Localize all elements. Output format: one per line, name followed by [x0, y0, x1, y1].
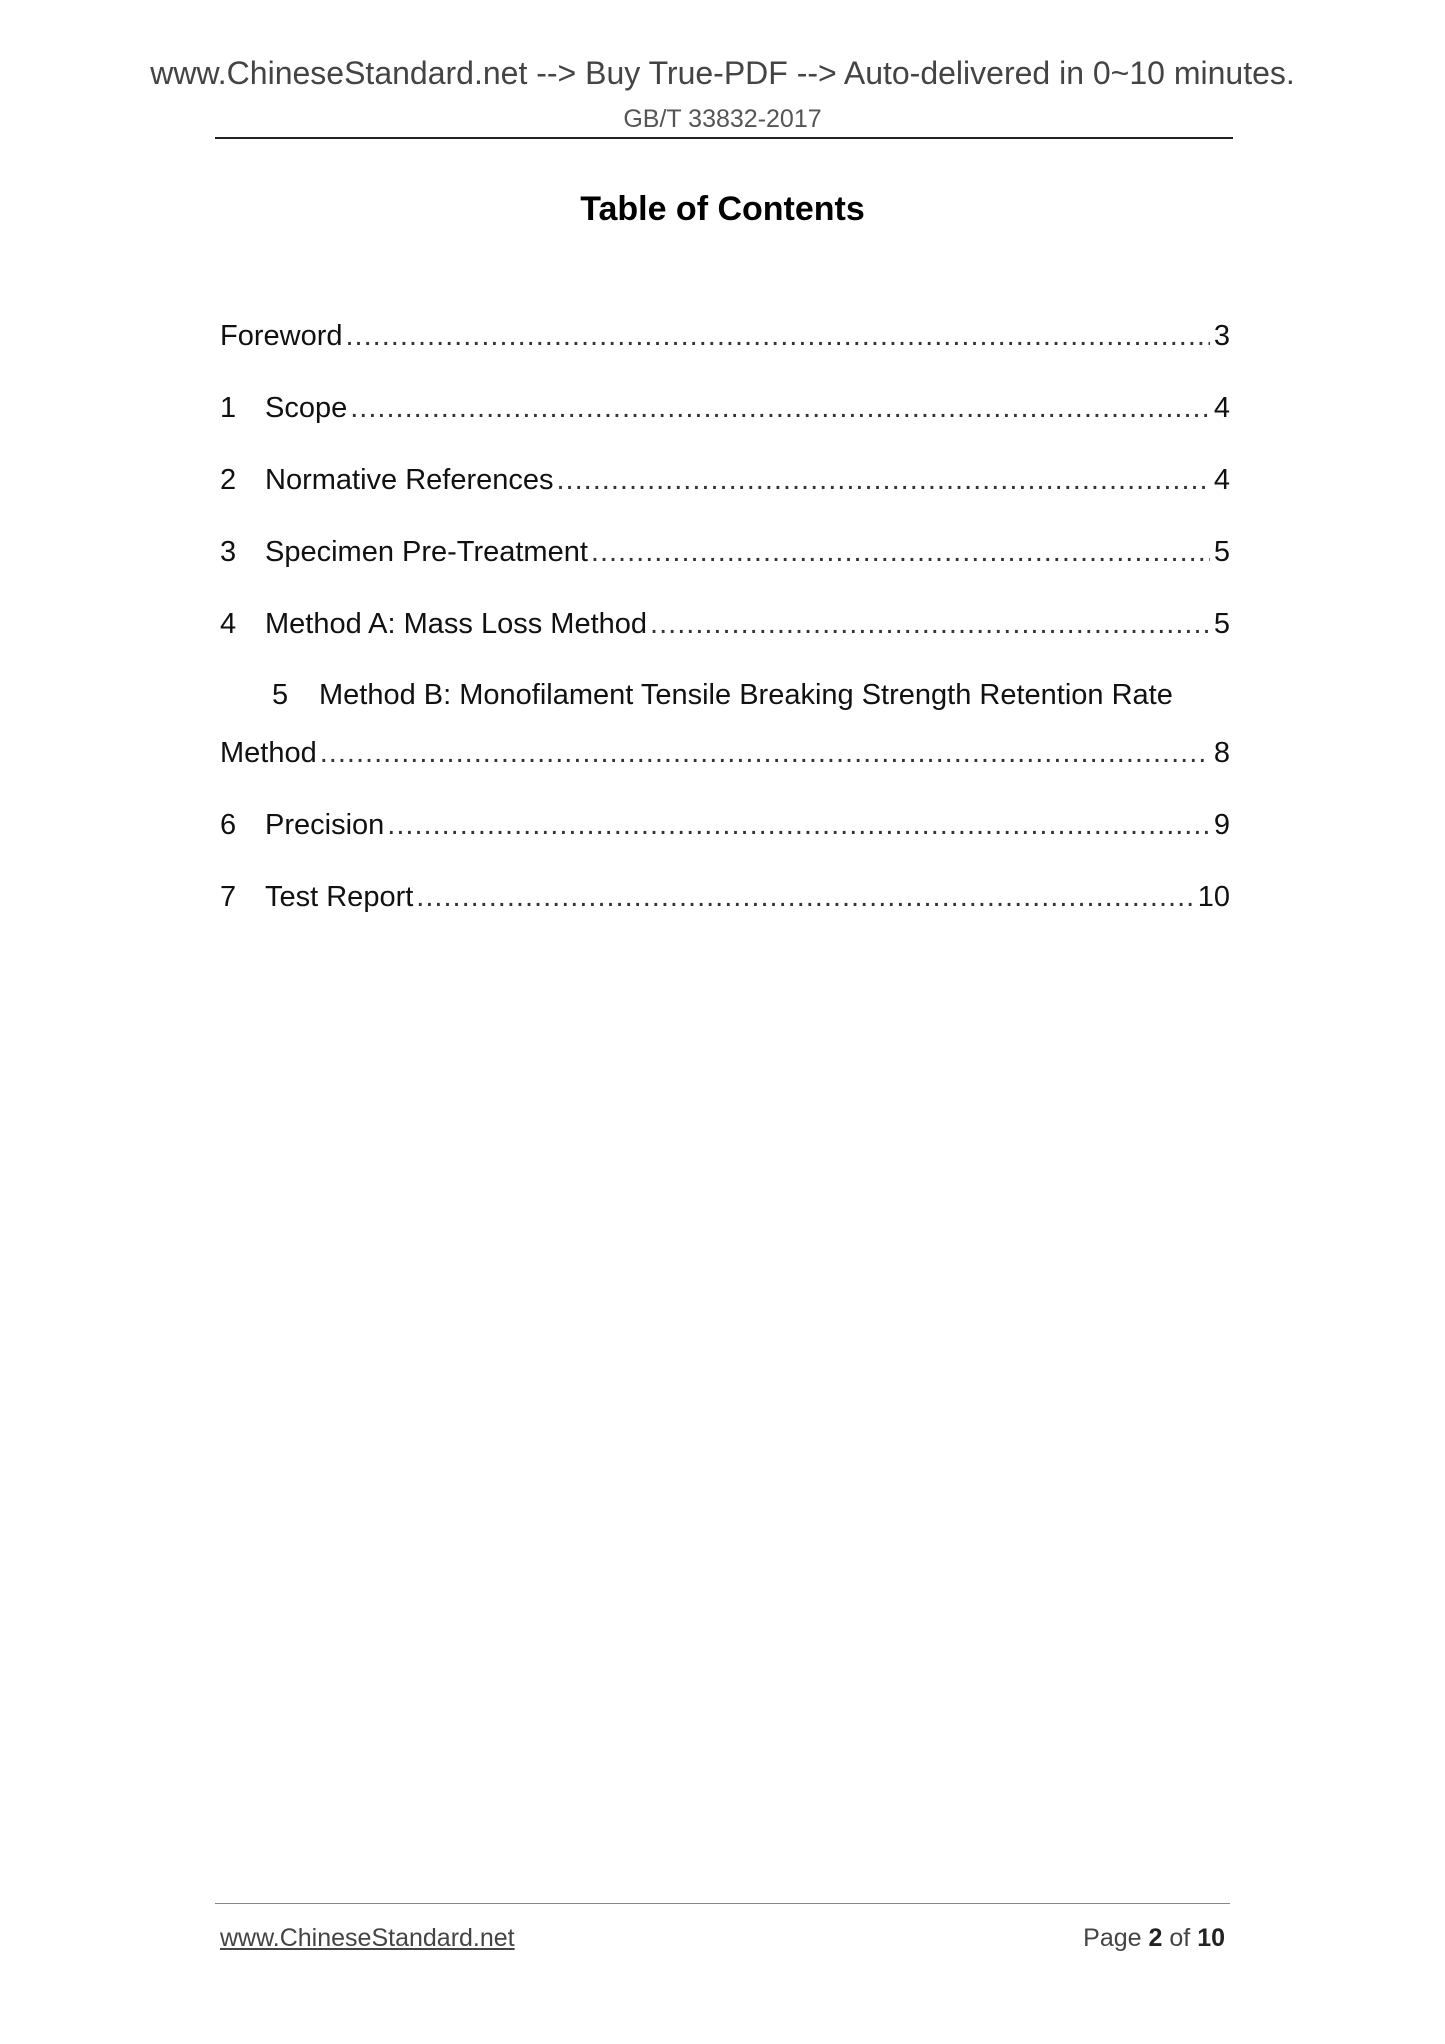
toc-entry-title: Scope [265, 392, 348, 424]
toc-entry-number: 1 [220, 392, 237, 424]
toc-entry-number: 6 [220, 809, 237, 841]
toc-leader-dots [650, 605, 1210, 643]
page-prefix: Page [1083, 1924, 1142, 1952]
toc-entry-title: Normative References [265, 464, 554, 496]
toc-entry-page: 4 [1213, 392, 1230, 424]
toc-entry-precision[interactable] [220, 806, 1230, 844]
header-banner: www.ChineseStandard.net --> Buy True-PDF --> Auto-delivered in 0~10 minutes. [150, 55, 1295, 91]
toc-entry-test-report[interactable] [220, 878, 1230, 916]
toc-leader-dots [387, 806, 1210, 844]
footer-site-link[interactable]: www.ChineseStandard.net [220, 1924, 515, 1952]
toc-entry-page: 10 [1197, 881, 1230, 913]
toc-entry-number: 5 [272, 679, 289, 711]
toc-entry-title: Precision [265, 809, 385, 841]
toc-leader-dots [346, 317, 1210, 355]
toc-entry-page: 8 [1213, 737, 1230, 769]
toc-title: Table of Contents [580, 190, 865, 228]
toc-entry-method-a[interactable] [220, 605, 1230, 643]
footer-divider [215, 1903, 1230, 1904]
toc-entry-page: 5 [1213, 608, 1230, 640]
page-indicator [1083, 1924, 1225, 1953]
toc-entry-method-b-continued[interactable] [220, 734, 1230, 772]
toc-entry-page: 4 [1213, 464, 1230, 496]
toc-entry-page: 5 [1213, 536, 1230, 568]
toc-entry-page: 9 [1213, 809, 1230, 841]
toc-entry-title: Specimen Pre-Treatment [265, 536, 588, 568]
toc-entry-normative-references[interactable] [220, 461, 1230, 499]
header-divider [215, 137, 1233, 139]
page-of-label: of [1169, 1924, 1191, 1952]
toc-entry-title: Method B: Monofilament Tensile Breaking Strength Retention Rate [319, 679, 1173, 711]
toc-entry-scope[interactable] [220, 389, 1230, 427]
toc-entry-method-b-first-line[interactable] [272, 676, 1173, 714]
toc-leader-dots [591, 533, 1210, 571]
toc-leader-dots [557, 461, 1210, 499]
toc-entry-title: Test Report [265, 881, 414, 913]
toc-entry-page: 3 [1213, 320, 1230, 352]
toc-entry-title: Method A: Mass Loss Method [265, 608, 648, 640]
toc-entry-specimen-pre-treatment[interactable] [220, 533, 1230, 571]
toc-leader-dots [416, 878, 1193, 916]
toc-entry-number: 2 [220, 464, 237, 496]
toc-entry-number: 3 [220, 536, 237, 568]
toc-entry-number: 7 [220, 881, 237, 913]
toc-leader-dots [320, 734, 1210, 772]
total-pages-number: 10 [1197, 1924, 1225, 1952]
toc-entry-title-continued: Method [220, 737, 317, 769]
toc-entry-title: Foreword [220, 320, 343, 352]
standard-code: GB/T 33832-2017 [623, 105, 822, 133]
toc-entry-number: 4 [220, 608, 237, 640]
toc-leader-dots [350, 389, 1210, 427]
current-page-number: 2 [1148, 1924, 1163, 1952]
toc-entry-foreword[interactable] [220, 317, 1230, 355]
